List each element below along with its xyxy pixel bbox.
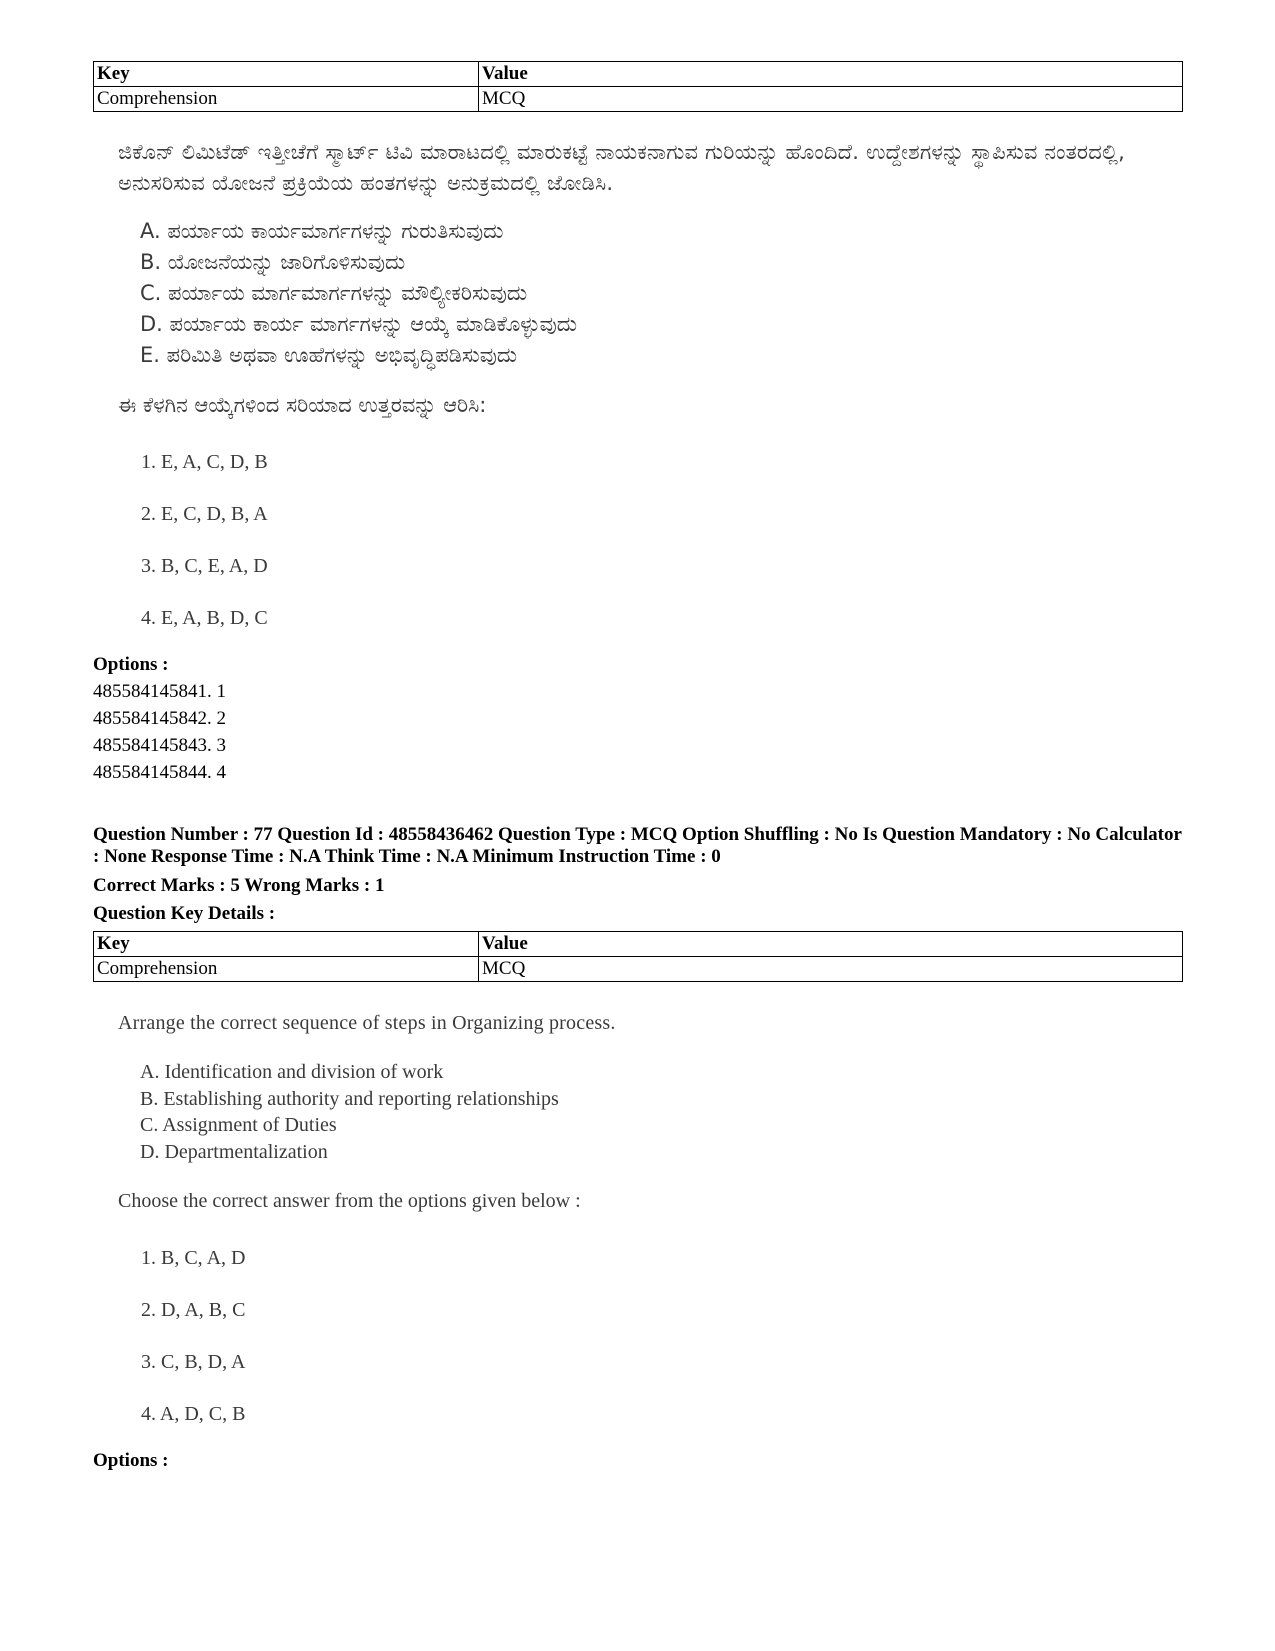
- option-item: 485584145841. 1: [93, 681, 226, 702]
- option-item: 485584145843. 3: [93, 735, 226, 756]
- exam-page: [93, 61, 1183, 1474]
- value-cell: MCQ: [479, 957, 1183, 982]
- table-row: [94, 87, 1183, 112]
- statement-d: D. ಪರ್ಯಾಯ ಕಾರ್ಯ ಮಾರ್ಗಗಳನ್ನು ಆಯ್ಕೆ ಮಾಡಿಕೊಳ್ಳುವುದು: [140, 312, 578, 336]
- choice-2: 2. D, A, B, C: [141, 1299, 246, 1321]
- statement-b: B. Establishing authority and reporting relationships: [140, 1087, 559, 1110]
- options-list: [93, 678, 1183, 786]
- statement-list: [93, 1059, 1183, 1165]
- choice-2: 2. E, C, D, B, A: [141, 503, 268, 525]
- value-cell: MCQ: [479, 87, 1183, 112]
- choice-4: 4. E, A, B, D, C: [141, 607, 268, 629]
- key-header: Key: [94, 932, 479, 957]
- question-77-body: [93, 1008, 1183, 1428]
- question-key-table: [93, 931, 1183, 982]
- statement-e: E. ಪರಿಮಿತಿ ಅಥವಾ ಊಹೆಗಳನ್ನು ಅಭಿವೃದ್ಧಿಪಡಿಸುವುದು: [140, 343, 518, 367]
- choice-3: 3. B, C, E, A, D: [141, 555, 268, 577]
- question-metadata: Question Number : 77 Question Id : 48558436462 Question Type : MCQ Option Shuffling : No Is Question Mandatory : No Calculator : None Response Time : N.A Think Time : N.A Minimum Instruction Time : 0: [93, 824, 1182, 867]
- question-key-table: [93, 61, 1183, 112]
- value-header: Value: [479, 62, 1183, 87]
- question-stem: ಜಿಕೊನ್ ಲಿಮಿಟೆಡ್ ಇತ್ತೀಚೆಗೆ ಸ್ಮಾರ್ಟ್ ಟಿವಿ ಮಾರಾಟದಲ್ಲಿ ಮಾರುಕಟ್ಟೆ ನಾಯಕನಾಗುವ ಗುರಿಯನ್ನು ಹೊಂದಿದೆ. ಉದ್ದೇಶಗಳನ್ನು ಸ್ಥಾಪಿಸುವ ನಂತರದಲ್ಲಿ, ಅನುಸರಿಸುವ ಯೋಜನೆ ಪ್ರಕ್ರಿಯೆಯ ಹಂತಗಳನ್ನು ಅನುಕ್ರಮದಲ್ಲಿ ಜೋಡಿಸಿ.: [118, 140, 1125, 195]
- options-title: Options :: [93, 654, 169, 675]
- table-row: [94, 957, 1183, 982]
- statement-c: C. Assignment of Duties: [140, 1114, 337, 1136]
- choice-4: 4. A, D, C, B: [141, 1403, 246, 1425]
- key-cell: Comprehension: [94, 87, 479, 112]
- statement-a: A. Identification and division of work: [140, 1061, 444, 1083]
- answer-prompt: Choose the correct answer from the options given below :: [118, 1190, 581, 1212]
- choice-1: 1. B, C, A, D: [141, 1247, 246, 1269]
- statement-a: A. ಪರ್ಯಾಯ ಕಾರ್ಯಮಾರ್ಗಗಳನ್ನು ಗುರುತಿಸುವುದು: [140, 219, 504, 243]
- choice-3: 3. C, B, D, A: [141, 1351, 246, 1373]
- question-stem: Arrange the correct sequence of steps in Organizing process.: [118, 1012, 616, 1034]
- statement-d: D. Departmentalization: [140, 1140, 328, 1163]
- marks-line: Correct Marks : 5 Wrong Marks : 1: [93, 875, 385, 896]
- option-item: 485584145842. 2: [93, 708, 226, 729]
- statement-list: [93, 216, 1183, 371]
- choice-1: 1. E, A, C, D, B: [141, 451, 268, 473]
- key-details-title: Question Key Details :: [93, 903, 276, 924]
- table-header-row: [94, 62, 1183, 87]
- question-76-body: [93, 137, 1183, 632]
- option-item: 485584145844. 4: [93, 762, 226, 783]
- answer-prompt: ಈ ಕೆಳಗಿನ ಆಯ್ಕೆಗಳಿಂದ ಸರಿಯಾದ ಉತ್ತರವನ್ನು ಆರಿಸಿ:: [118, 393, 487, 417]
- statement-b: B. ಯೋಜನೆಯನ್ನು ಜಾರಿಗೊಳಿಸುವುದು: [140, 250, 406, 274]
- key-header: Key: [94, 62, 479, 87]
- table-header-row: [94, 932, 1183, 957]
- statement-c: C. ಪರ್ಯಾಯ ಮಾರ್ಗಮಾರ್ಗಗಳನ್ನು ಮೌಲ್ಯೀಕರಿಸುವುದು: [140, 281, 528, 305]
- options-title: Options :: [93, 1450, 169, 1471]
- key-cell: Comprehension: [94, 957, 479, 982]
- value-header: Value: [479, 932, 1183, 957]
